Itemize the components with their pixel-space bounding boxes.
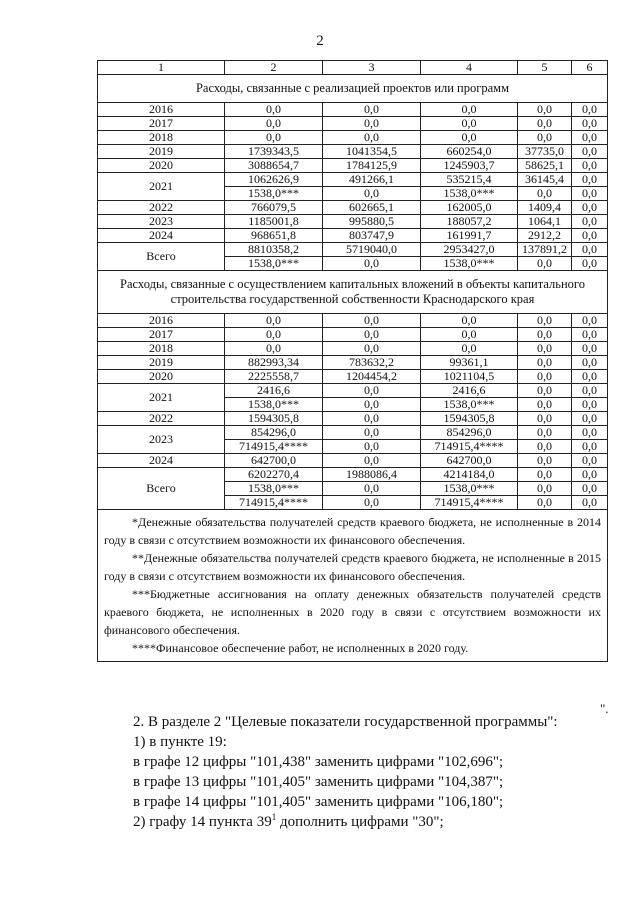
financing-table: [97, 60, 608, 662]
value-cell: 1594305,8: [421, 412, 518, 426]
year-cell: 2018: [98, 342, 225, 356]
value-cell: 0,0: [421, 314, 518, 328]
year-cell: 2021: [98, 173, 225, 201]
value-cell: 0,0: [518, 328, 572, 342]
value-cell: 0,0: [323, 412, 421, 426]
value-cell: 0,0: [421, 328, 518, 342]
value-cell: 0,0: [225, 103, 323, 117]
value-cell: 0,0: [572, 145, 608, 159]
year-cell: 2018: [98, 131, 225, 145]
value-cell: 0,0: [572, 131, 608, 145]
value-cell: 0,0: [225, 314, 323, 328]
table-row: [98, 426, 608, 440]
value-cell: 0,0: [323, 257, 421, 271]
value-cell: 0,0: [572, 468, 608, 482]
amendments-text: [133, 712, 558, 832]
value-cell: 0,0: [518, 117, 572, 131]
table-row: [98, 468, 608, 482]
value-cell: 188057,2: [421, 215, 518, 229]
value-cell: 803747,9: [323, 229, 421, 243]
value-cell: 968651,8: [225, 229, 323, 243]
value-cell: 0,0: [572, 173, 608, 187]
value-cell: 5719040,0: [323, 243, 421, 257]
amendment-line: в графе 13 цифры "101,405" заменить цифрами "104,387";: [133, 774, 504, 790]
value-cell: 0,0: [572, 496, 608, 510]
value-cell: 0,0: [572, 412, 608, 426]
value-cell: 0,0: [323, 131, 421, 145]
financing-table-body: [98, 61, 608, 662]
value-cell: 1538,0***: [421, 187, 518, 201]
value-cell: 854296,0: [225, 426, 323, 440]
value-cell: 1062626,9: [225, 173, 323, 187]
value-cell: 0,0: [225, 342, 323, 356]
value-cell: 0,0: [572, 187, 608, 201]
section1-title-row: [98, 75, 608, 103]
value-cell: 0,0: [518, 412, 572, 426]
value-cell: 0,0: [323, 342, 421, 356]
year-cell: 2023: [98, 426, 225, 454]
value-cell: 766079,5: [225, 201, 323, 215]
value-cell: 1185001,8: [225, 215, 323, 229]
value-cell: 0,0: [421, 117, 518, 131]
year-cell: 2020: [98, 370, 225, 384]
closing-quote: ".: [600, 701, 609, 716]
table-row: [98, 412, 608, 426]
value-cell: 36145,4: [518, 173, 572, 187]
value-cell: 58625,1: [518, 159, 572, 173]
value-cell: 0,0: [225, 328, 323, 342]
table-row: [98, 103, 608, 117]
footnote: **Денежные обязательства получателей средств краевого бюджета, не исполненные в 2015 году в связи с отсутствием возможности их финансового обеспечения.: [104, 551, 601, 583]
year-cell: 2016: [98, 103, 225, 117]
value-cell: 714915,4****: [225, 440, 323, 454]
table-row: [98, 384, 608, 398]
value-cell: 0,0: [572, 103, 608, 117]
value-cell: 0,0: [572, 342, 608, 356]
year-cell: 2020: [98, 159, 225, 173]
footnote: ****Финансовое обеспечение работ, не исполненных в 2020 году.: [132, 641, 469, 655]
table-row: [98, 145, 608, 159]
value-cell: 0,0: [323, 398, 421, 412]
section2-title: Расходы, связанные с осуществлением капитальных вложений в объекты капитального строительства государственной собственности Краснодарского края: [98, 271, 608, 314]
value-cell: 0,0: [323, 103, 421, 117]
year-cell: 2017: [98, 328, 225, 342]
value-cell: 0,0: [572, 229, 608, 243]
value-cell: 0,0: [518, 384, 572, 398]
year-cell: Всего: [98, 243, 225, 271]
value-cell: 0,0: [421, 103, 518, 117]
amendment-line: в графе 12 цифры "101,438" заменить цифрами "102,696";: [133, 754, 504, 770]
value-cell: 714915,4****: [225, 496, 323, 510]
value-cell: 0,0: [572, 454, 608, 468]
value-cell: 714915,4****: [421, 496, 518, 510]
value-cell: 0,0: [572, 440, 608, 454]
footnotes-row: [98, 510, 608, 662]
value-cell: 1594305,8: [225, 412, 323, 426]
table-row: [98, 201, 608, 215]
section1-title: Расходы, связанные с реализацией проектов или программ: [98, 75, 608, 103]
value-cell: 0,0: [572, 384, 608, 398]
value-cell: 1538,0***: [225, 257, 323, 271]
value-cell: 0,0: [572, 426, 608, 440]
header-cell: 5: [518, 61, 572, 75]
year-cell: 2019: [98, 145, 225, 159]
footnotes-cell: [98, 510, 608, 662]
value-cell: 535215,4: [421, 173, 518, 187]
value-cell: 1784125,9: [323, 159, 421, 173]
table-row: [98, 215, 608, 229]
value-cell: 1245903,7: [421, 159, 518, 173]
value-cell: 2225558,7: [225, 370, 323, 384]
value-cell: 37735,0: [518, 145, 572, 159]
value-cell: 714915,4****: [421, 440, 518, 454]
header-cell: 3: [323, 61, 421, 75]
table-row: [98, 159, 608, 173]
amendment-line: 2. В разделе 2 "Целевые показатели государственной программы":: [133, 714, 558, 730]
value-cell: 1064,1: [518, 215, 572, 229]
value-cell: 0,0: [518, 314, 572, 328]
year-cell: 2021: [98, 384, 225, 412]
superscript-mark: 1: [271, 812, 277, 822]
value-cell: 642700,0: [421, 454, 518, 468]
header-cell: 6: [572, 61, 608, 75]
value-cell: 0,0: [572, 482, 608, 496]
value-cell: 491266,1: [323, 173, 421, 187]
amendment-text-part: дополнить цифрами "30";: [276, 814, 444, 830]
value-cell: 0,0: [518, 131, 572, 145]
value-cell: 0,0: [323, 440, 421, 454]
value-cell: 783632,2: [323, 356, 421, 370]
table-row: [98, 131, 608, 145]
table-row: [98, 314, 608, 328]
table-row: [98, 342, 608, 356]
value-cell: 6202270,4: [225, 468, 323, 482]
value-cell: 854296,0: [421, 426, 518, 440]
value-cell: 0,0: [572, 215, 608, 229]
value-cell: 602665,1: [323, 201, 421, 215]
value-cell: 99361,1: [421, 356, 518, 370]
value-cell: 0,0: [323, 187, 421, 201]
value-cell: 995880,5: [323, 215, 421, 229]
value-cell: 0,0: [323, 314, 421, 328]
value-cell: 0,0: [518, 454, 572, 468]
page-number: 2: [316, 33, 324, 49]
value-cell: 1041354,5: [323, 145, 421, 159]
year-cell: 2024: [98, 229, 225, 243]
header-cell: 2: [225, 61, 323, 75]
value-cell: 0,0: [323, 328, 421, 342]
table-row: [98, 370, 608, 384]
table-row: [98, 328, 608, 342]
header-cell: 4: [421, 61, 518, 75]
value-cell: 1538,0***: [421, 257, 518, 271]
value-cell: 0,0: [572, 201, 608, 215]
value-cell: 0,0: [323, 384, 421, 398]
value-cell: 137891,2: [518, 243, 572, 257]
value-cell: 161991,7: [421, 229, 518, 243]
year-cell: 2016: [98, 314, 225, 328]
header-row: [98, 61, 608, 75]
value-cell: 0,0: [518, 356, 572, 370]
table-row: [98, 117, 608, 131]
year-cell: 2023: [98, 215, 225, 229]
table-row: [98, 454, 608, 468]
value-cell: 1538,0***: [225, 482, 323, 496]
value-cell: 1409,4: [518, 201, 572, 215]
header-cell: 1: [98, 61, 225, 75]
footnote: ***Бюджетные ассигнования на оплату денежных обязательств получателей средств краевого бюджета, не исполненных в 2020 году в связи с отсутствием возможности их финансового обеспечения.: [104, 587, 601, 637]
value-cell: 1988086,4: [323, 468, 421, 482]
table-row: [98, 229, 608, 243]
value-cell: 0,0: [518, 257, 572, 271]
year-cell: 2022: [98, 201, 225, 215]
amendment-line: 1) в пункте 19:: [133, 734, 227, 750]
value-cell: 1739343,5: [225, 145, 323, 159]
year-cell: 2022: [98, 412, 225, 426]
value-cell: 0,0: [572, 243, 608, 257]
year-cell: Всего: [98, 468, 225, 510]
year-cell: 2019: [98, 356, 225, 370]
value-cell: 1538,0***: [421, 482, 518, 496]
value-cell: 162005,0: [421, 201, 518, 215]
value-cell: 0,0: [572, 370, 608, 384]
value-cell: 0,0: [518, 398, 572, 412]
value-cell: 2416,6: [225, 384, 323, 398]
amendment-line: [133, 812, 558, 832]
value-cell: 0,0: [518, 342, 572, 356]
value-cell: 3088654,7: [225, 159, 323, 173]
value-cell: 0,0: [323, 426, 421, 440]
table-row: [98, 243, 608, 257]
value-cell: 0,0: [518, 482, 572, 496]
value-cell: 0,0: [572, 117, 608, 131]
amendment-line: в графе 14 цифры "101,405" заменить цифрами "106,180";: [133, 794, 504, 810]
value-cell: 0,0: [225, 131, 323, 145]
amendment-text-part: 2) графу 14 пункта 39: [133, 814, 272, 830]
value-cell: 660254,0: [421, 145, 518, 159]
value-cell: 0,0: [323, 496, 421, 510]
value-cell: 882993,34: [225, 356, 323, 370]
value-cell: 0,0: [518, 370, 572, 384]
value-cell: 1538,0***: [225, 187, 323, 201]
value-cell: 2416,6: [421, 384, 518, 398]
value-cell: 0,0: [421, 131, 518, 145]
value-cell: 0,0: [572, 328, 608, 342]
footnote: *Денежные обязательства получателей средств краевого бюджета, не исполненные в 2014 году в связи с отсутствием возможности их финансового обеспечения.: [104, 515, 601, 547]
value-cell: 0,0: [518, 187, 572, 201]
value-cell: 0,0: [572, 356, 608, 370]
value-cell: 1021104,5: [421, 370, 518, 384]
value-cell: 1538,0***: [421, 398, 518, 412]
value-cell: 0,0: [572, 314, 608, 328]
value-cell: 8810358,2: [225, 243, 323, 257]
value-cell: 0,0: [421, 342, 518, 356]
year-cell: 2024: [98, 454, 225, 468]
value-cell: 0,0: [225, 117, 323, 131]
value-cell: 0,0: [518, 103, 572, 117]
value-cell: 0,0: [323, 117, 421, 131]
year-cell: 2017: [98, 117, 225, 131]
value-cell: 0,0: [572, 257, 608, 271]
value-cell: 0,0: [572, 159, 608, 173]
value-cell: 0,0: [572, 398, 608, 412]
value-cell: 642700,0: [225, 454, 323, 468]
value-cell: 1538,0***: [225, 398, 323, 412]
section2-title-row: [98, 271, 608, 314]
value-cell: 0,0: [323, 482, 421, 496]
value-cell: 2912,2: [518, 229, 572, 243]
value-cell: 0,0: [518, 496, 572, 510]
value-cell: 0,0: [518, 426, 572, 440]
value-cell: 0,0: [323, 454, 421, 468]
table-row: [98, 356, 608, 370]
table-row: [98, 173, 608, 187]
value-cell: 2953427,0: [421, 243, 518, 257]
value-cell: 0,0: [518, 468, 572, 482]
value-cell: 1204454,2: [323, 370, 421, 384]
value-cell: 4214184,0: [421, 468, 518, 482]
value-cell: 0,0: [518, 440, 572, 454]
